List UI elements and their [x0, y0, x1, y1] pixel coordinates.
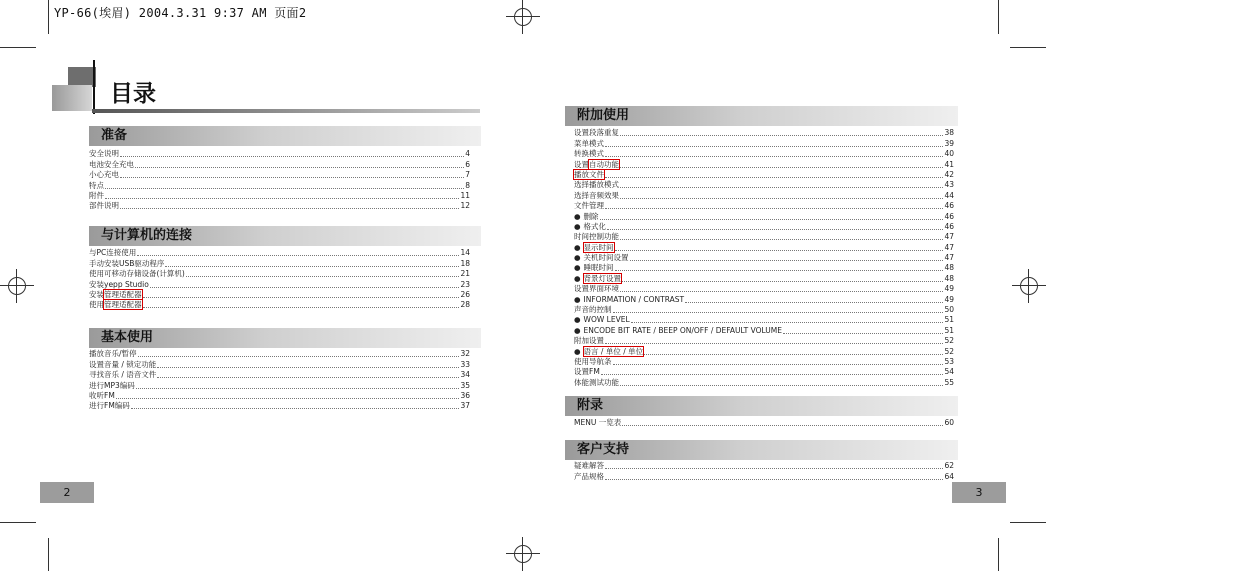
toc-page-number: 50	[944, 305, 954, 315]
bullet-icon: ●	[574, 325, 581, 335]
dot-leader	[620, 186, 943, 188]
toc-entry-label	[574, 263, 614, 273]
toc-entry-text: MENU 一览表	[574, 418, 622, 428]
toc-page-number: 8	[465, 180, 470, 190]
toc-entry-label	[574, 315, 630, 325]
toc-entry-text: 产品规格	[574, 471, 604, 481]
toc-entry	[89, 370, 470, 380]
toc-page-number: 53	[944, 356, 954, 366]
toc-page-number: 46	[944, 211, 954, 221]
toc-page-number: 36	[460, 390, 470, 400]
toc-entry-text: 附加设置	[574, 336, 604, 346]
toc-entry	[574, 232, 954, 242]
toc-page-number: 49	[944, 294, 954, 304]
toc-entry	[89, 380, 470, 390]
toc-entry	[574, 315, 954, 325]
section-heading: 附录	[565, 396, 958, 416]
toc-entry-text: 菜单模式	[574, 138, 604, 148]
toc-list	[574, 128, 954, 388]
toc-entry-label	[574, 461, 604, 471]
dot-leader	[605, 207, 943, 209]
toc-entry-text: 安全说明	[89, 149, 119, 159]
title-decoration	[68, 67, 96, 87]
toc-page-number: 47	[944, 253, 954, 263]
dot-leader	[157, 376, 459, 378]
title-decoration	[52, 85, 92, 111]
toc-list	[574, 461, 954, 482]
dot-leader	[620, 197, 943, 199]
dot-leader	[615, 269, 944, 271]
toc-page-number: 51	[944, 315, 954, 325]
toc-entry	[89, 300, 470, 310]
toc-entry-text: 选择音频效果	[574, 190, 619, 200]
toc-page-number: 52	[944, 336, 954, 346]
toc-entry-prefix: 设置	[574, 159, 589, 169]
toc-entry-label	[89, 370, 156, 380]
dot-leader	[615, 249, 944, 251]
toc-entry	[89, 290, 470, 300]
bullet-icon: ●	[574, 315, 581, 325]
dot-leader	[143, 306, 460, 308]
bullet-icon: ●	[574, 211, 581, 221]
toc-page-number: 46	[944, 201, 954, 211]
toc-page-number: 48	[944, 273, 954, 283]
bullet-icon: ●	[574, 253, 581, 263]
highlighted-text: 播放文件	[574, 169, 604, 179]
toc-page-number: 23	[460, 279, 470, 289]
crop-mark	[48, 0, 49, 34]
bullet-icon: ●	[574, 346, 581, 356]
toc-entry-label	[574, 367, 600, 377]
toc-entry	[574, 377, 954, 387]
toc-entry	[574, 284, 954, 294]
toc-entry	[89, 349, 470, 359]
dot-leader	[136, 387, 460, 389]
toc-entry-label	[89, 280, 149, 290]
toc-entry	[574, 201, 954, 211]
toc-entry-text: 进行FM编码	[89, 401, 130, 411]
toc-entry-text: 电池安全充电	[89, 159, 134, 169]
toc-list	[89, 349, 470, 411]
toc-entry-text: 寻找音乐 / 语音文件	[89, 370, 157, 380]
toc-entry	[89, 279, 470, 289]
highlighted-text: 语言 / 单位 / 单位	[583, 346, 644, 356]
toc-entry-label	[574, 472, 604, 482]
toc-entry-text: 使用可移动存储设备(计算机)	[89, 269, 185, 279]
toc-entry-text: 设置界面环境	[574, 284, 619, 294]
toc-entry-text: ENCODE BIT RATE / BEEP ON/OFF / DEFAULT VOLUME	[583, 325, 783, 335]
toc-page-number: 54	[944, 367, 954, 377]
toc-entry	[574, 357, 954, 367]
toc-entry-label	[574, 160, 619, 170]
toc-page-number: 21	[460, 269, 470, 279]
dot-leader	[620, 134, 943, 136]
toc-page-number: 35	[460, 380, 470, 390]
toc-entry-text: 与PC连接使用	[89, 248, 137, 258]
crop-mark	[1010, 522, 1046, 523]
toc-entry	[89, 269, 470, 279]
dot-leader	[120, 155, 464, 157]
toc-entry	[89, 149, 470, 159]
dot-leader	[105, 187, 464, 189]
toc-entry-label	[89, 248, 136, 258]
toc-entry-label	[574, 274, 621, 284]
toc-entry-label	[574, 347, 643, 357]
highlighted-text: 自动功能	[589, 159, 619, 169]
toc-entry-label	[574, 139, 604, 149]
toc-page-number: 40	[944, 149, 954, 159]
toc-page-number: 33	[460, 359, 470, 369]
toc-entry-label	[574, 180, 619, 190]
toc-page-number: 49	[944, 284, 954, 294]
toc-page-number: 52	[944, 346, 954, 356]
crop-mark	[998, 538, 999, 571]
toc-entry-label	[89, 290, 142, 300]
toc-list	[89, 248, 470, 310]
toc-entry-text: 安装yepp Studio	[89, 279, 149, 289]
toc-entry	[574, 149, 954, 159]
toc-entry-label	[89, 401, 130, 411]
dot-leader	[105, 197, 459, 199]
dot-leader	[143, 296, 460, 298]
bullet-icon: ●	[574, 221, 581, 231]
toc-entry-text: INFORMATION / CONTRAST	[583, 294, 685, 304]
toc-entry-label	[574, 284, 619, 294]
bullet-icon: ●	[574, 242, 581, 252]
toc-entry-text: 关机时间设置	[583, 253, 629, 263]
toc-page-number: 47	[944, 242, 954, 252]
dot-leader	[131, 407, 460, 409]
dot-leader	[644, 353, 943, 355]
toc-entry	[574, 461, 954, 471]
page-title: 目录	[110, 80, 156, 107]
toc-page-number: 46	[944, 221, 954, 231]
toc-entry-text: 睡眠时间	[583, 263, 614, 273]
crop-mark	[48, 538, 49, 571]
toc-entry-text: 格式化	[583, 221, 607, 231]
toc-page-number: 42	[944, 169, 954, 179]
dot-leader	[135, 166, 464, 168]
toc-page-number: 43	[944, 180, 954, 190]
dot-leader	[137, 254, 459, 256]
dot-leader	[605, 467, 943, 469]
toc-entry	[89, 180, 470, 190]
section-heading: 与计算机的连接	[89, 226, 481, 246]
highlighted-text: 显示时间	[583, 242, 614, 252]
toc-page-number: 37	[460, 401, 470, 411]
dot-leader	[620, 238, 943, 240]
dot-leader	[120, 176, 464, 178]
dot-leader	[631, 321, 944, 323]
toc-page-number: 41	[944, 159, 954, 169]
bullet-icon: ●	[574, 263, 581, 273]
title-divider	[93, 60, 95, 114]
toc-entry	[574, 325, 954, 335]
toc-list	[574, 418, 954, 428]
toc-entry	[89, 248, 470, 258]
dot-leader	[605, 145, 943, 147]
registration-mark	[514, 8, 532, 26]
toc-entry-text: 使用导航条	[574, 356, 612, 366]
toc-entry	[89, 258, 470, 268]
dot-leader	[150, 286, 460, 288]
toc-entry-text: 选择播放模式	[574, 180, 619, 190]
dot-leader	[600, 218, 944, 220]
toc-entry-text: 疑难解答	[574, 461, 604, 471]
crop-mark	[998, 0, 999, 34]
toc-entry-label	[89, 170, 119, 180]
dot-leader	[685, 301, 943, 303]
toc-entry-label	[574, 170, 604, 180]
toc-entry-label	[89, 259, 164, 269]
toc-entry-label	[574, 357, 612, 367]
toc-entry-label	[89, 201, 119, 211]
highlighted-text: 背景灯设置	[583, 273, 622, 283]
toc-entry-text: 删除	[583, 211, 599, 221]
toc-entry	[89, 401, 470, 411]
toc-entry	[574, 180, 954, 190]
toc-page-number: 18	[460, 258, 470, 268]
crop-mark	[0, 522, 36, 523]
dot-leader	[613, 311, 944, 313]
toc-entry-label	[574, 253, 629, 263]
toc-entry-label	[574, 128, 619, 138]
toc-page-number: 47	[944, 232, 954, 242]
toc-title-block	[52, 63, 482, 115]
section-heading: 附加使用	[565, 106, 958, 126]
toc-entry	[574, 242, 954, 252]
crop-mark	[0, 47, 36, 48]
toc-entry	[574, 222, 954, 232]
toc-entry-text: 时间控制功能	[574, 232, 619, 242]
dot-leader	[620, 290, 943, 292]
toc-entry-label	[89, 300, 142, 310]
toc-entry-text: 手动安装USB驱动程序	[89, 258, 165, 268]
print-header: YP-66(埃眉) 2004.3.31 9:37 AM 页面2	[54, 6, 307, 20]
toc-entry	[574, 367, 954, 377]
dot-leader	[622, 280, 943, 282]
toc-page-number: 28	[460, 300, 470, 310]
toc-entry	[89, 359, 470, 369]
toc-entry	[89, 159, 470, 169]
toc-entry-label	[574, 243, 614, 253]
toc-entry-label	[574, 378, 619, 388]
toc-entry-label	[89, 160, 134, 170]
toc-entry-text: 进行MP3编码	[89, 380, 135, 390]
toc-entry	[574, 253, 954, 263]
toc-entry-label	[574, 212, 599, 222]
dot-leader	[783, 332, 943, 334]
toc-page-number: 60	[944, 418, 954, 428]
toc-entry-label	[89, 181, 104, 191]
toc-page-number: 4	[465, 149, 470, 159]
toc-entry-text: 体能测试功能	[574, 377, 619, 387]
registration-mark	[1020, 277, 1038, 295]
dot-leader	[601, 373, 944, 375]
page-number-right: 3	[952, 482, 1006, 503]
bullet-icon: ●	[574, 294, 581, 304]
dot-leader	[605, 478, 943, 480]
toc-entry-text: 设置段落重复	[574, 128, 619, 138]
toc-entry-label	[89, 191, 104, 201]
toc-page-number: 39	[944, 138, 954, 148]
toc-page-number: 34	[460, 370, 470, 380]
page-number-left: 2	[40, 482, 94, 503]
toc-page-number: 48	[944, 263, 954, 273]
toc-entry	[574, 138, 954, 148]
toc-entry	[89, 391, 470, 401]
toc-entry-label	[89, 149, 119, 159]
dot-leader	[186, 275, 460, 277]
toc-page-number: 7	[465, 170, 470, 180]
toc-entry-label	[89, 360, 156, 370]
toc-page-number: 44	[944, 190, 954, 200]
toc-entry-text: 播放音乐/暂停	[89, 349, 137, 359]
toc-entry-label	[89, 349, 137, 359]
dot-leader	[613, 363, 944, 365]
toc-entry-label	[574, 149, 604, 159]
toc-entry-prefix: 使用	[89, 300, 104, 310]
toc-page-number: 62	[944, 461, 954, 471]
toc-entry-label	[574, 326, 782, 336]
toc-entry	[89, 191, 470, 201]
toc-entry-text: 小心充电	[89, 170, 119, 180]
toc-entry-label	[574, 336, 604, 346]
highlighted-text: 管理适配器	[104, 289, 142, 299]
dot-leader	[157, 366, 459, 368]
dot-leader	[138, 355, 460, 357]
dot-leader	[116, 397, 460, 399]
toc-entry	[574, 263, 954, 273]
toc-entry-text: 部件说明	[89, 201, 119, 211]
toc-entry-prefix: 安装	[89, 289, 104, 299]
toc-page-number: 14	[460, 248, 470, 258]
toc-entry-text: 设置FM	[574, 367, 600, 377]
highlighted-text: 管理适配器	[104, 300, 142, 310]
crop-mark	[1010, 47, 1046, 48]
toc-page-number: 26	[460, 289, 470, 299]
toc-entry	[574, 346, 954, 356]
toc-entry	[574, 128, 954, 138]
toc-entry-label	[574, 232, 619, 242]
dot-leader	[630, 259, 944, 261]
title-underline	[92, 109, 480, 113]
bullet-icon: ●	[574, 273, 581, 283]
toc-entry	[574, 190, 954, 200]
toc-page-number: 55	[944, 377, 954, 387]
dot-leader	[120, 207, 459, 209]
toc-entry-text: 文件管理	[574, 201, 604, 211]
toc-entry-label	[89, 391, 115, 401]
toc-entry-text: WOW LEVEL	[583, 315, 630, 325]
dot-leader	[620, 384, 943, 386]
toc-list	[89, 149, 470, 211]
toc-entry-text: 声音的控制	[574, 305, 612, 315]
toc-entry-label	[574, 222, 606, 232]
toc-entry	[574, 211, 954, 221]
dot-leader	[620, 166, 943, 168]
toc-page-number: 64	[944, 471, 954, 481]
toc-page-number: 11	[460, 190, 470, 200]
toc-entry-label	[574, 305, 612, 315]
toc-entry-text: 收听FM	[89, 390, 115, 400]
toc-entry-text: 转换模式	[574, 149, 604, 159]
toc-entry	[574, 273, 954, 283]
toc-entry	[574, 305, 954, 315]
section-heading: 基本使用	[89, 328, 481, 348]
toc-page-number: 51	[944, 325, 954, 335]
dot-leader	[605, 155, 943, 157]
toc-entry-text: 特点	[89, 180, 104, 190]
toc-entry	[574, 170, 954, 180]
toc-entry-text: 设置音量 / 锁定功能	[89, 359, 157, 369]
toc-entry-label	[574, 295, 684, 305]
dot-leader	[607, 228, 943, 230]
toc-entry-label	[574, 201, 604, 211]
registration-mark	[514, 545, 532, 563]
toc-entry	[89, 201, 470, 211]
dot-leader	[605, 176, 943, 178]
dot-leader	[165, 265, 459, 267]
toc-entry-label	[89, 269, 185, 279]
toc-page-number: 6	[465, 159, 470, 169]
toc-entry	[574, 294, 954, 304]
toc-entry	[574, 159, 954, 169]
toc-entry	[574, 418, 954, 428]
registration-mark	[8, 277, 26, 295]
toc-entry-label	[574, 191, 619, 201]
toc-entry	[89, 170, 470, 180]
dot-leader	[605, 342, 943, 344]
toc-entry	[574, 471, 954, 481]
toc-entry	[574, 336, 954, 346]
section-heading: 客户支持	[565, 440, 958, 460]
toc-entry-label	[89, 381, 135, 391]
toc-entry-text: 附件	[89, 190, 104, 200]
toc-page-number: 12	[460, 201, 470, 211]
dot-leader	[622, 424, 943, 426]
toc-entry-label	[574, 418, 621, 428]
toc-page-number: 32	[460, 349, 470, 359]
toc-page-number: 38	[944, 128, 954, 138]
section-heading: 准备	[89, 126, 481, 146]
